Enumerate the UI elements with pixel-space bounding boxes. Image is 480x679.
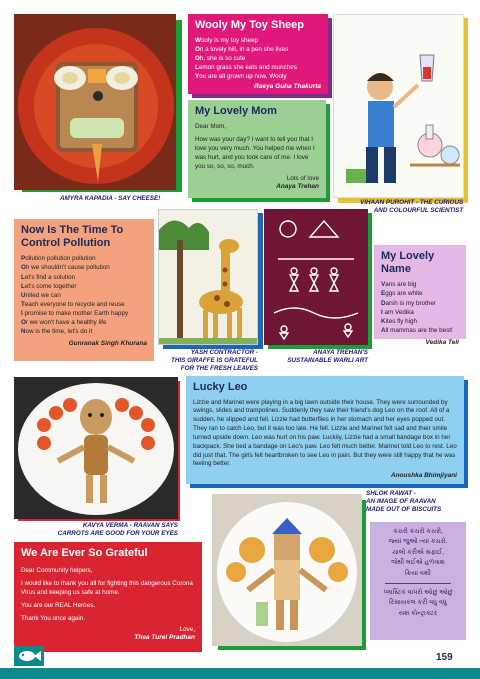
story-author: Anoushka Bhimjiyani xyxy=(390,472,457,480)
footer-fish-icon xyxy=(14,646,44,666)
gujarati-verse-card xyxy=(370,522,466,640)
poem-line xyxy=(381,326,459,335)
letter-body: How was your day? I want to tell you that I love you very much. You helped me when I was hurt, and you took care of me. I love you so, so, so, much. xyxy=(195,135,315,171)
poem-title: Wooly My Toy Sheep xyxy=(195,19,304,31)
poem-line xyxy=(381,280,459,289)
poem-initial: T xyxy=(21,300,25,308)
letter-line: You are our REAL Heroes. xyxy=(21,602,96,610)
caption-line: KAVYA VERMA - RAAVAN SAYS xyxy=(82,522,178,529)
caption-line: SHLOK RAWAT - xyxy=(366,490,416,497)
poem-initial: O xyxy=(195,45,200,53)
poem-line-text: ooly is my toy sheep xyxy=(200,36,259,44)
poem-author: Vedika Teli xyxy=(425,339,459,347)
poem-line xyxy=(381,317,459,326)
poem-card-pollution xyxy=(14,219,154,361)
verse-line: જ્યાં જુઓ ત્યાં કચરો. xyxy=(388,538,448,546)
letter-card-mom xyxy=(188,100,326,198)
caption-line: YASH CONTRACTOR - xyxy=(190,349,258,356)
poem-line xyxy=(195,72,321,81)
sandwich-face-photo xyxy=(14,14,176,190)
drawing-caption xyxy=(168,349,258,373)
poem-line-text: r we won't have a healthy life xyxy=(25,319,107,327)
poem-initial: W xyxy=(195,36,201,44)
biscuit-raavan-photo xyxy=(212,494,362,646)
drawing-caption xyxy=(360,199,463,215)
poem-line xyxy=(195,45,321,54)
poem-line xyxy=(381,308,459,317)
caption-line: ANAYA TREHAN'S xyxy=(313,349,368,356)
letter-author: Thea Turel Pradhan xyxy=(134,634,195,642)
poem-line-text: ans are big xyxy=(385,281,417,289)
letter-body: I would like to thank you all for fighting this dangerous Corona Virus and keeping us safe at home. xyxy=(21,579,193,596)
verse-line: જેથી લઈએ હળવાશ xyxy=(391,559,445,567)
letter-title: My Lovely Mom xyxy=(195,105,277,117)
caption-line: AND COLOURFUL SCIENTIST xyxy=(373,206,464,214)
poem-card-name xyxy=(374,245,466,347)
letter-author: Anaya Trehan xyxy=(276,183,319,191)
art-caption xyxy=(256,349,368,365)
letter-closing: Love, xyxy=(179,626,195,634)
poem-line-text: ites fly high xyxy=(385,317,418,325)
poem-initial: E xyxy=(381,290,386,298)
poem-lines xyxy=(21,254,147,336)
story-card-leo xyxy=(186,376,464,484)
caption-line: VIHAAN PUROHIT - THE CURIOUS xyxy=(360,199,464,206)
poem-line-text: am Vedika xyxy=(382,308,414,316)
poem-initial: V xyxy=(381,281,386,289)
poem-line-text: arsh is my brother xyxy=(385,299,436,307)
poem-line xyxy=(195,36,321,45)
poem-line-text: ou are all grown up now, Wooly xyxy=(199,73,287,81)
poem-initial: L xyxy=(195,64,199,72)
verse-divider xyxy=(385,583,451,584)
poem-initial: O xyxy=(195,54,200,62)
poem-line-text: each everyone to recycle and reuse xyxy=(24,300,125,308)
poem-line xyxy=(21,291,147,300)
verse-line: કચરો કચરો કચરો, xyxy=(393,528,443,535)
caption-line: AN IMAGE OF RAAVAN xyxy=(366,497,436,505)
poem-line xyxy=(21,263,147,272)
poem-line-text: h we shouldn't cause pollution xyxy=(25,264,110,272)
poem-line-text: ow is the time, let's do it xyxy=(25,328,93,336)
scientist-drawing xyxy=(333,14,464,198)
poem-line xyxy=(21,254,147,263)
poem-line-text: ggs are white xyxy=(385,290,423,298)
poem-initial: O xyxy=(21,319,26,327)
poem-initial: N xyxy=(21,328,26,336)
poem-line xyxy=(381,299,459,308)
verse-one xyxy=(377,527,459,579)
poem-author: Raeya Guha Thakurta xyxy=(254,83,321,91)
poem-initial: L xyxy=(21,273,25,281)
verse-line: યશ કોન્ટ્રાક્ટર xyxy=(398,609,438,617)
poem-lines xyxy=(381,280,459,335)
poem-line-text: promise to make mother Earth happy xyxy=(22,310,129,318)
poem-initial: O xyxy=(21,264,26,272)
poem-author: Gunranak Singh Khurana xyxy=(68,340,147,348)
poem-line-text: et's come together xyxy=(24,282,77,290)
letter-greeting: Dear Community helpers, xyxy=(21,566,93,574)
story-body: Lizzie and Marinet were playing in a big lawn outside their house. They were surrounded by swings, slides and trampolines. Suddenly they saw their friend's dog Leo on the roof. All of a sudden, he slipped and fell. Lizzie had butterflies in her stomach and her eyes popped out. They ran to catch Leo, but it was too late. He fell. Lizzie and Marinet felt sad and their smile turned upside down. Leo was hurt on his paw. Luckily, Lizzie had a small bandage box in her backpack. She tied a bandage on Leo's paw. Leo felt much better. Marinet told Leo to rest. Leo did just that. The girls felt heartbroken to see Leo in pain. But they were still happy that he was feeling better. xyxy=(193,398,457,468)
giraffe-drawing xyxy=(158,209,258,345)
poem-initial: K xyxy=(381,317,386,325)
poem-line xyxy=(381,289,459,298)
poem-line-text: nited we can xyxy=(25,291,61,299)
letter-title: We Are Ever So Grateful xyxy=(21,547,148,559)
poem-line-text: n a lovely hill, in a pen she lives xyxy=(199,45,289,53)
letter-line: Thank You once again. xyxy=(21,615,86,623)
verse-line: પ્લાસ્ટિક વાપરો ઓછું ઓછું xyxy=(383,588,453,596)
poem-initial: I xyxy=(381,308,383,316)
letter-card-grateful xyxy=(14,542,202,652)
poem-line xyxy=(21,273,147,282)
verse-line: ક્રિયા વશી xyxy=(405,569,431,577)
poem-initial: L xyxy=(21,282,25,290)
footer-bar xyxy=(0,668,480,679)
poem-initial: I xyxy=(21,310,23,318)
poem-line xyxy=(21,318,147,327)
letter-greeting: Dear Mom, xyxy=(195,122,227,130)
poem-line xyxy=(195,63,321,72)
poem-initial: P xyxy=(21,255,26,263)
poem-line xyxy=(21,327,147,336)
poem-line xyxy=(21,282,147,291)
poem-line-text: emon grass she eats and munches xyxy=(198,64,297,72)
photo-caption xyxy=(366,490,441,514)
photo-caption xyxy=(40,522,178,538)
poem-line xyxy=(195,54,321,63)
poem-card-sheep xyxy=(188,14,328,94)
poem-title: My Lovely Name xyxy=(381,250,435,275)
verse-line: ચાલો કરીએ સફાઈ, xyxy=(392,548,444,556)
caption-line: FOR THE FRESH LEAVES xyxy=(180,364,258,372)
poem-line-text: et's find a solution xyxy=(24,273,76,281)
poem-line-text: h, she is so cute xyxy=(199,54,246,62)
page-number: 159 xyxy=(436,652,453,663)
poem-line-text: ollution pollution pollution xyxy=(25,255,96,263)
verse-two xyxy=(377,588,459,619)
letter-closing: Lots of love xyxy=(286,175,319,183)
poem-line xyxy=(21,300,147,309)
caption-line: THIS GIRAFFE IS GRATEFUL xyxy=(171,356,258,364)
verse-line: રિસાયકલ કરી વધુ વધુ xyxy=(389,599,447,607)
story-title: Lucky Leo xyxy=(193,381,248,393)
caption-line: SUSTAINABLE WARLI ART xyxy=(287,356,368,364)
raavan-carrot-plate-photo xyxy=(14,377,178,519)
photo-caption: AMYRA KAPADIA - SAY CHEESE! xyxy=(60,195,161,202)
poem-initial: Y xyxy=(195,73,200,81)
caption-line: CARROTS ARE GOOD FOR YOUR EYES xyxy=(57,529,178,537)
poem-initial: U xyxy=(21,291,26,299)
warli-art xyxy=(264,209,368,345)
poem-line-text: ll mammas are the best! xyxy=(385,326,453,334)
poem-title: Now Is The Time To Control Pollution xyxy=(21,224,124,249)
poem-lines xyxy=(195,36,321,82)
poem-line xyxy=(21,309,147,318)
poem-initial: A xyxy=(381,326,386,334)
poem-initial: D xyxy=(381,299,386,307)
caption-line: MADE OUT OF BISCUITS xyxy=(366,505,442,513)
